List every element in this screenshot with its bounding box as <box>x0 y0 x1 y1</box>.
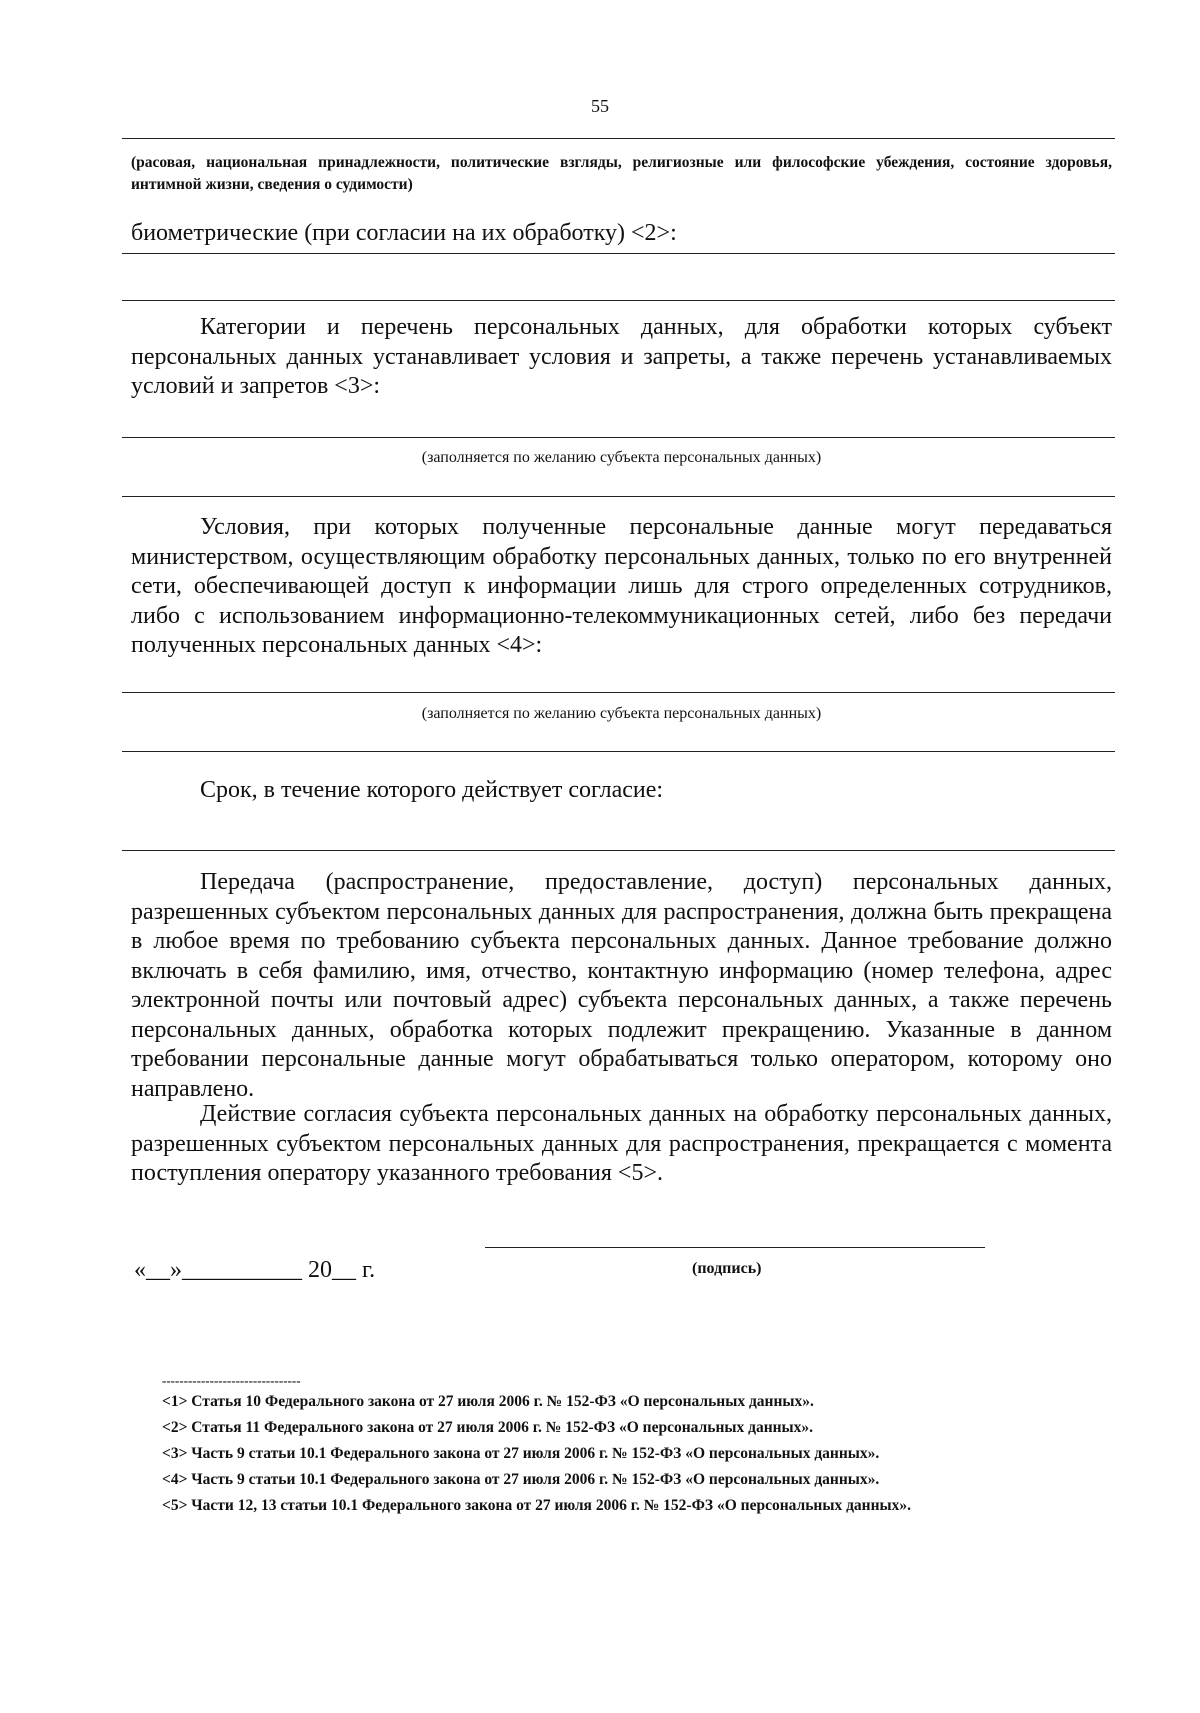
signature-line <box>485 1247 985 1248</box>
blank-line <box>122 437 1115 438</box>
fill-caption: (заполняется по желанию субъекта персональных данных) <box>421 449 822 466</box>
signature-caption: (подпись) <box>692 1260 762 1277</box>
blank-line <box>122 692 1115 693</box>
footnote-4: <4> Часть 9 статьи 10.1 Федерального закона от 27 июля 2006 г. № 152-ФЗ «О персональных данных». <box>162 1471 880 1488</box>
conditions-paragraph: Условия, при которых полученные персональные данные могут передаваться министерством, осуществляющим обработку персональных данных, только по его внутренней сети, обеспечивающей доступ к информации лишь для строго определенных сотрудников, либо с использованием информационно-телекоммуникационных сетей, либо без передачи полученных персональных данных <4>: <box>131 514 1112 658</box>
footnote-separator: -------------------------------- <box>162 1373 301 1388</box>
sensitive-categories-note: (расовая, национальная принадлежности, политические взгляды, религиозные или философские убеждения, состояние здоровья, интимной жизни, сведения о судимости) <box>131 154 1112 193</box>
footnote-3: <3> Часть 9 статьи 10.1 Федерального закона от 27 июля 2006 г. № 152-ФЗ «О персональных данных». <box>162 1445 880 1462</box>
biometric-line: биометрические (при согласии на их обработку) <2>: <box>131 220 677 246</box>
blank-line <box>122 300 1115 301</box>
footnote-2: <2> Статья 11 Федерального закона от 27 июля 2006 г. № 152-ФЗ «О персональных данных». <box>162 1419 814 1436</box>
blank-line <box>122 751 1115 752</box>
blank-line <box>122 253 1115 254</box>
page-number: 55 <box>591 96 609 116</box>
transfer-paragraph: Передача (распространение, предоставление, доступ) персональных данных, разрешенных субъектом персональных данных для распространения, должна быть прекращена в любое время по требованию субъекта персональных данных. Данное требование должно включать в себя фамилию, имя, отчество, контактную информацию (номер телефона, адрес электронной почты или почтовый адрес) субъекта персональных данных, а также перечень персональных данных, обработка которых подлежит прекращению. Указанные в данном требовании персональные данные могут обрабатываться только оператором, которому оно направлено. <box>131 869 1112 1102</box>
blank-line <box>122 850 1115 851</box>
fill-caption: (заполняется по желанию субъекта персональных данных) <box>421 705 822 722</box>
footnote-1: <1> Статья 10 Федерального закона от 27 июля 2006 г. № 152-ФЗ «О персональных данных». <box>162 1393 814 1410</box>
footnote-5: <5> Части 12, 13 статьи 10.1 Федерального закона от 27 июля 2006 г. № 152-ФЗ «О персональных данных». <box>162 1497 912 1514</box>
top-rule <box>122 138 1115 139</box>
blank-line <box>122 496 1115 497</box>
categories-paragraph: Категории и перечень персональных данных, для обработки которых субъект персональных данных устанавливает условия и запреты, а также перечень устанавливаемых условий и запретов <3>: <box>131 314 1112 399</box>
termination-paragraph: Действие согласия субъекта персональных данных на обработку персональных данных, разрешенных субъектом персональных данных для распространения, прекращается с момента поступления оператору указанного требования <5>. <box>131 1101 1112 1186</box>
date-line: «__»__________ 20__ г. <box>134 1257 376 1283</box>
term-line: Срок, в течение которого действует согласие: <box>200 777 664 803</box>
